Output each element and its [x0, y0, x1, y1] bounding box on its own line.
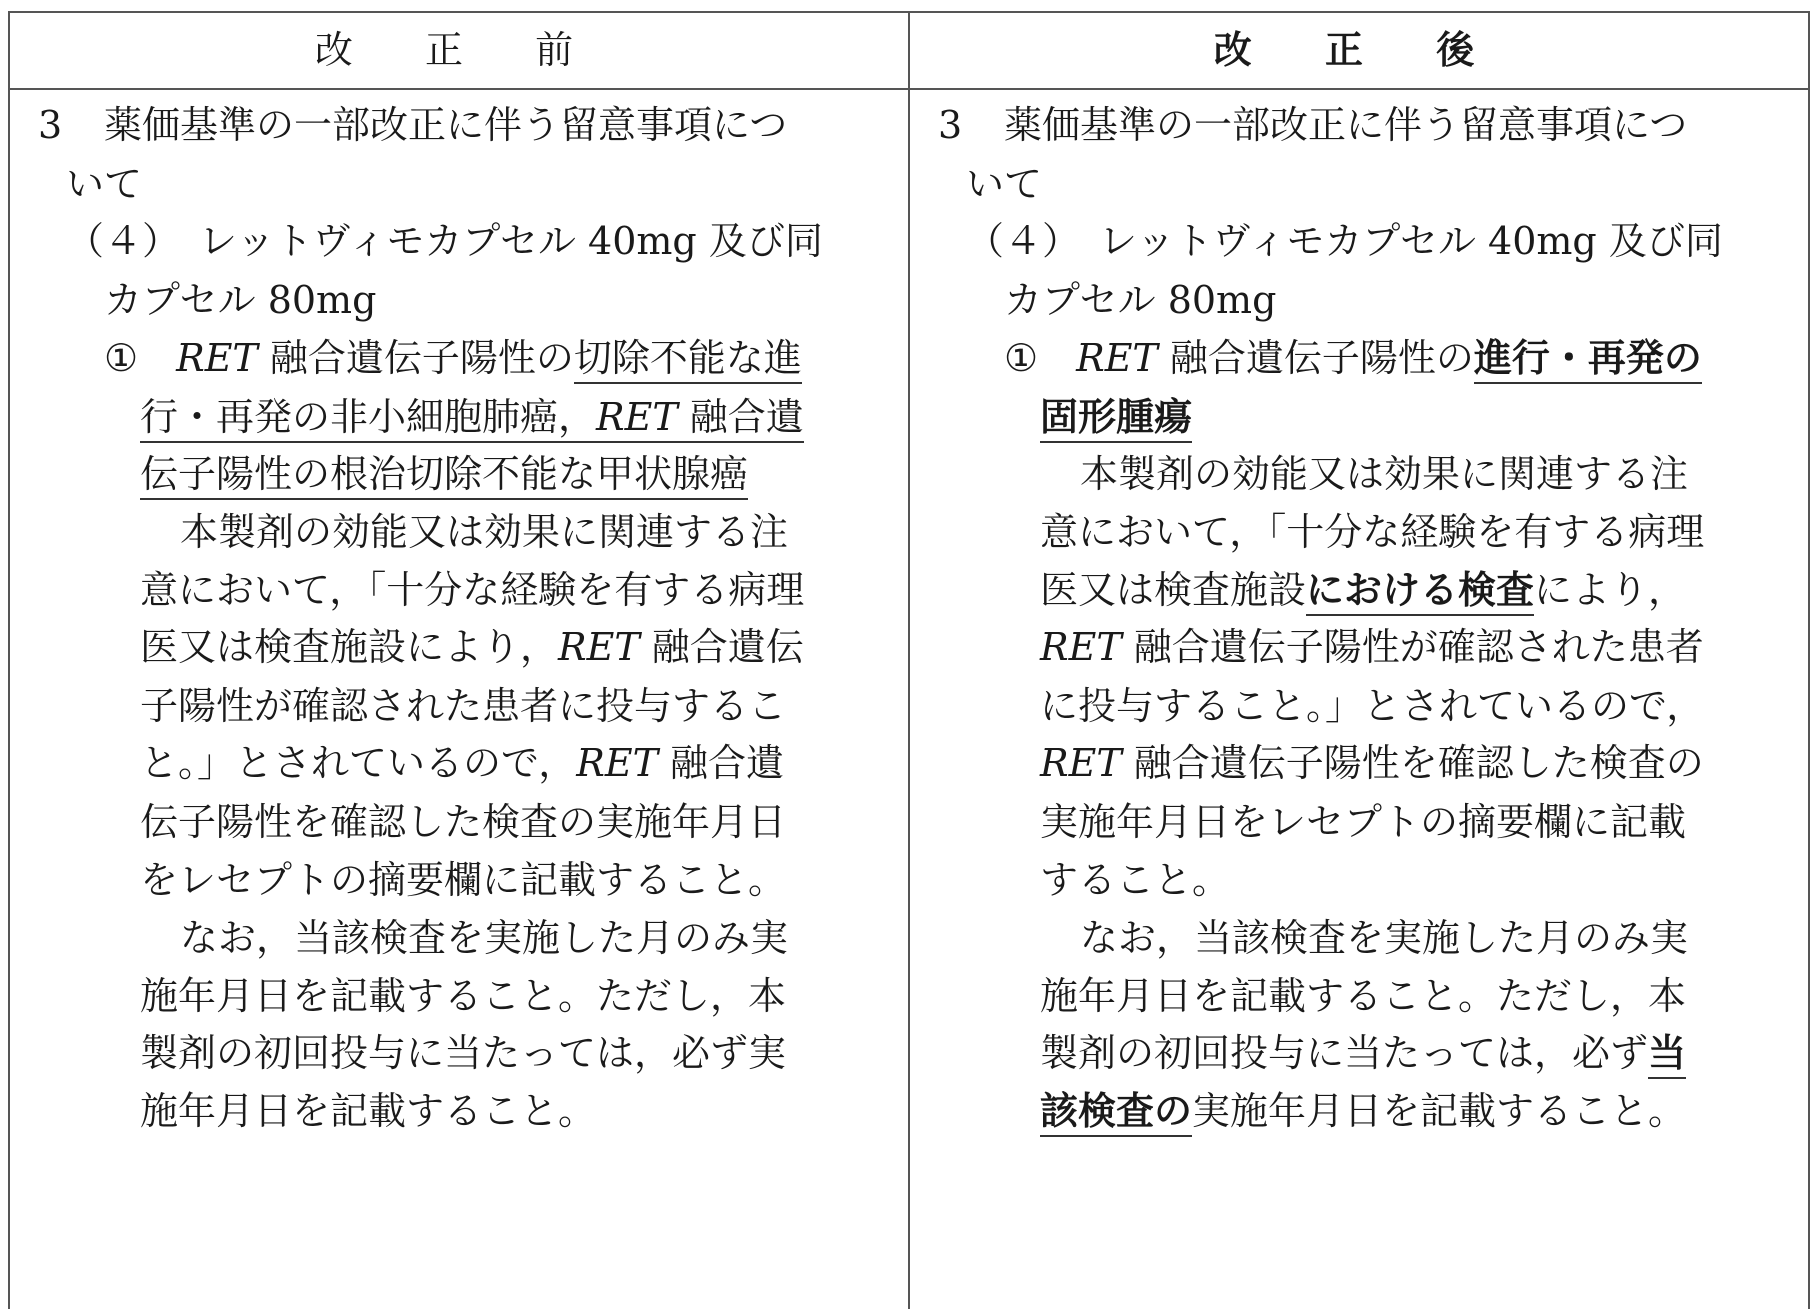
text-line: 子陽性が確認された患者に投与するこ [140, 684, 787, 728]
ret-term: RET [1076, 336, 1158, 380]
text-line [1004, 325, 1702, 391]
text-line: （４） レットヴィモカプセル 40mg 及び同 [66, 219, 823, 263]
header-before: 改 正 前 [314, 28, 604, 72]
text-span: 融合遺伝子陽性の [1157, 336, 1474, 380]
text-line: カプセル 80mg [1004, 278, 1277, 322]
section-number: 3 [38, 103, 63, 147]
underlined-text: 融合遺 [678, 395, 804, 443]
text-line [140, 614, 804, 680]
text-line: 施年月日を記載すること。ただし，本 [1040, 974, 1687, 1018]
ret-term: RET [1040, 741, 1122, 785]
item-marker: ① [1004, 336, 1077, 380]
text-line: 実施年月日をレセプトの摘要欄に記載 [1040, 800, 1687, 844]
text-span: 融合遺伝子陽性を確認した検査の [1121, 741, 1704, 785]
text-span: 医又は検査施設により， [140, 625, 559, 669]
amended-text: 進行・再発の [1474, 336, 1702, 384]
text-line [140, 441, 748, 507]
ret-term: RET [596, 395, 678, 443]
text-span: 製剤の初回投与に当たっては，必ず [1040, 1031, 1649, 1075]
text-line: 伝子陽性を確認した検査の実施年月日 [140, 800, 787, 844]
amended-text: 固形腫瘍 [1040, 395, 1192, 443]
text-span: と。」とされているので， [140, 741, 577, 785]
ret-term: RET [1040, 625, 1122, 669]
text-line [1040, 614, 1704, 680]
amended-text: における検査 [1306, 568, 1534, 616]
amended-text: 当 [1648, 1031, 1686, 1079]
text-span: 融合遺 [657, 741, 785, 785]
text-span: 医又は検査施設 [1040, 568, 1307, 612]
text-line: 薬価基準の一部改正に伴う留意事項につ [1004, 103, 1688, 147]
text-span: 融合遺伝子陽性の [257, 336, 574, 380]
ret-term: RET [176, 336, 258, 380]
text-line [140, 730, 784, 796]
section-number: 3 [938, 103, 963, 147]
text-line: 本製剤の効能又は効果に関連する注 [1080, 452, 1689, 496]
text-line: なお，当該検査を実施した月のみ実 [180, 916, 789, 960]
text-line [104, 325, 802, 391]
text-line: 意において，「十分な経験を有する病理 [1040, 510, 1705, 554]
item-marker: ① [104, 336, 177, 380]
text-span: 実施年月日を記載すること。 [1192, 1089, 1687, 1133]
text-span: 融合遺伝 [639, 625, 804, 669]
text-line [1040, 730, 1704, 796]
underlined-text: 切除不能な進 [574, 336, 802, 384]
header-divider [10, 88, 1808, 90]
header-after: 改 正 後 [1213, 28, 1505, 72]
text-line: いて [966, 162, 1043, 206]
underlined-text: 行・再発の非小細胞肺癌， [140, 395, 596, 443]
text-span: 融合遺伝子陽性が確認された患者 [1121, 625, 1704, 669]
ret-term: RET [576, 741, 658, 785]
text-line: 施年月日を記載すること。 [140, 1089, 597, 1133]
text-line: 施年月日を記載すること。ただし，本 [140, 974, 787, 1018]
text-line: （４） レットヴィモカプセル 40mg 及び同 [966, 219, 1723, 263]
text-line: をレセプトの摘要欄に記載すること。 [140, 858, 787, 902]
ret-term: RET [558, 625, 640, 669]
text-line: 製剤の初回投与に当たっては，必ず実 [140, 1031, 787, 1075]
text-line: なお，当該検査を実施した月のみ実 [1080, 916, 1689, 960]
amended-text: 該検査の [1040, 1089, 1192, 1137]
text-line: すること。 [1040, 858, 1231, 902]
comparison-table [8, 11, 1810, 1309]
underlined-text: 伝子陽性の根治切除不能な甲状腺癌 [140, 452, 748, 500]
text-span: により， [1534, 568, 1687, 612]
text-line [1040, 1078, 1686, 1144]
text-line: カプセル 80mg [104, 278, 377, 322]
text-line: 本製剤の効能又は効果に関連する注 [180, 510, 789, 554]
text-line: 意において，「十分な経験を有する病理 [140, 568, 805, 612]
text-line: 薬価基準の一部改正に伴う留意事項につ [104, 103, 788, 147]
text-line: いて [66, 162, 143, 206]
text-line [1040, 1020, 1686, 1086]
column-divider [908, 13, 910, 1309]
text-line: に投与すること。」とされているので， [1040, 684, 1705, 728]
